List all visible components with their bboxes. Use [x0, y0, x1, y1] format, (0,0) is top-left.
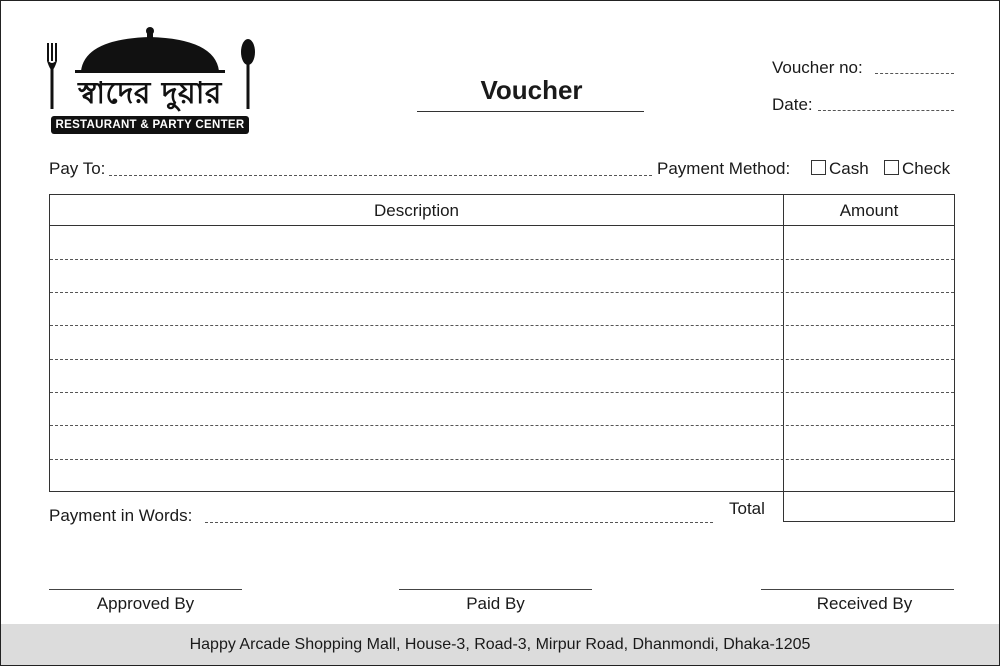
voucher-no-field[interactable]: [875, 63, 954, 74]
cash-option[interactable]: [811, 159, 869, 179]
approved-by-line[interactable]: [49, 589, 242, 590]
paid-by-line[interactable]: [399, 589, 592, 590]
logo-tagline: RESTAURANT & PARTY CENTER: [51, 116, 249, 134]
received-by-line[interactable]: [761, 589, 954, 590]
payment-words-label: Payment in Words:: [49, 506, 193, 525]
total-amount-field[interactable]: [783, 490, 955, 522]
check-label: Check: [902, 159, 951, 178]
table-row[interactable]: [50, 425, 954, 426]
table-row[interactable]: [50, 259, 954, 260]
check-option[interactable]: [884, 159, 950, 179]
payment-words-field[interactable]: [205, 512, 713, 523]
voucher-title: Voucher: [480, 75, 583, 105]
voucher-no-label: Voucher no:: [772, 58, 863, 77]
column-divider: [783, 195, 784, 491]
description-header: Description: [373, 201, 460, 220]
header-rule: [50, 225, 954, 226]
check-checkbox[interactable]: [884, 160, 899, 175]
table-row[interactable]: [50, 292, 954, 293]
paid-by-label: Paid By: [466, 594, 525, 613]
table-row[interactable]: [50, 392, 954, 393]
date-field[interactable]: [818, 100, 954, 111]
pay-to-field[interactable]: [109, 165, 652, 176]
cash-checkbox[interactable]: [811, 160, 826, 175]
footer-address: Happy Arcade Shopping Mall, House-3, Road-3, Mirpur Road, Dhanmondi, Dhaka-1205: [1, 624, 999, 665]
total-label: Total: [729, 499, 765, 518]
restaurant-logo: [45, 25, 255, 135]
payment-method-label: Payment Method:: [657, 159, 791, 178]
cash-label: Cash: [829, 159, 869, 178]
voucher-table: [49, 194, 955, 492]
amount-header: Amount: [839, 201, 899, 220]
table-row[interactable]: [50, 359, 954, 360]
date-label: Date:: [772, 95, 813, 114]
logo-bengali-name: স্বাদের দুয়ার: [78, 76, 222, 111]
received-by-label: Received By: [816, 594, 913, 613]
table-row[interactable]: [50, 459, 954, 460]
approved-by-label: Approved By: [96, 594, 195, 613]
pay-to-label: Pay To:: [49, 159, 106, 178]
title-underline: [417, 111, 644, 112]
table-row[interactable]: [50, 325, 954, 326]
